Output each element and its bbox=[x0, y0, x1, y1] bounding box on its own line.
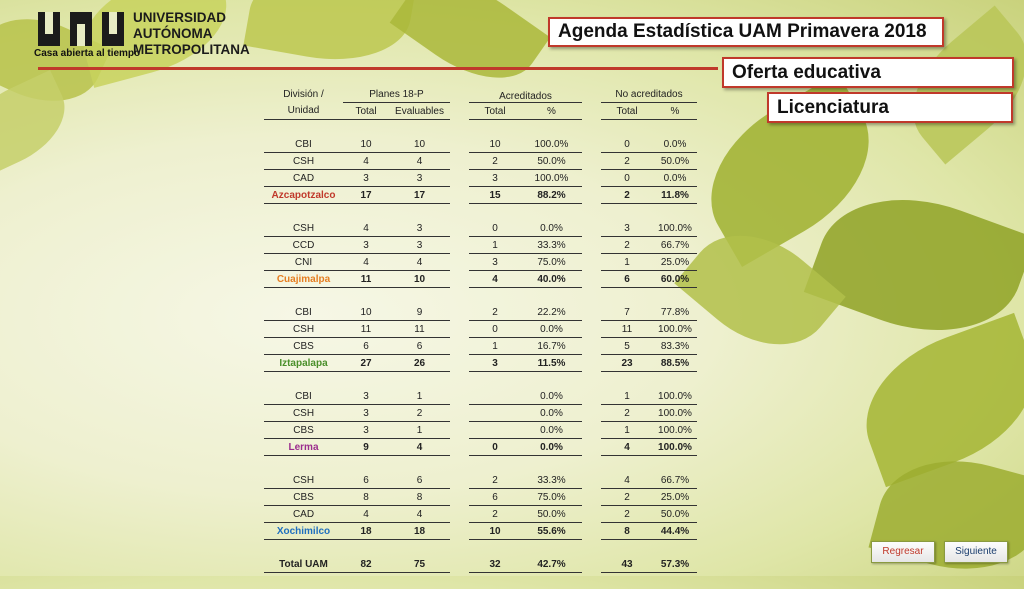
spacer-row bbox=[264, 456, 697, 473]
header-divider bbox=[38, 67, 718, 70]
table-cell: 1 bbox=[601, 422, 653, 439]
division-name: CBS bbox=[264, 489, 343, 506]
spacer-row bbox=[264, 540, 697, 557]
table-cell: 11 bbox=[389, 321, 450, 338]
table-cell: 9 bbox=[343, 439, 389, 456]
next-button[interactable]: Siguiente bbox=[944, 541, 1008, 563]
table-cell: 1 bbox=[469, 237, 521, 254]
table-cell: 33.3% bbox=[521, 237, 582, 254]
table-cell: 2 bbox=[469, 153, 521, 170]
header-planes-total: Total bbox=[343, 103, 389, 120]
division-name: CBS bbox=[264, 338, 343, 355]
table-cell: 25.0% bbox=[653, 254, 697, 271]
table-cell: 3 bbox=[343, 237, 389, 254]
table-cell bbox=[469, 422, 521, 439]
table-cell: 0.0% bbox=[653, 170, 697, 187]
table-cell: 11.5% bbox=[521, 355, 582, 372]
table-header-row bbox=[264, 86, 697, 103]
unit-name: Iztapalapa bbox=[264, 355, 343, 372]
back-button[interactable]: Regresar bbox=[871, 541, 935, 563]
table-cell: 17 bbox=[389, 187, 450, 204]
university-name-line: METROPOLITANA bbox=[133, 42, 250, 57]
table-row bbox=[264, 170, 697, 187]
table-row bbox=[264, 422, 697, 439]
table-cell: 0.0% bbox=[521, 439, 582, 456]
spacer-row bbox=[264, 372, 697, 389]
table-cell: 4 bbox=[601, 472, 653, 489]
table-cell: 2 bbox=[469, 472, 521, 489]
table-cell: 82 bbox=[343, 556, 389, 573]
table-cell: 11.8% bbox=[653, 187, 697, 204]
table-cell: 2 bbox=[601, 405, 653, 422]
spacer-row bbox=[264, 204, 697, 221]
header-acr-total: Total bbox=[469, 103, 521, 120]
uam-logo-icon bbox=[38, 12, 124, 46]
table-cell: 5 bbox=[601, 338, 653, 355]
spacer-row bbox=[264, 288, 697, 305]
university-name-line: UNIVERSIDAD bbox=[133, 10, 227, 25]
table-cell: 100.0% bbox=[653, 439, 697, 456]
division-name: CSH bbox=[264, 472, 343, 489]
table-cell: 10 bbox=[389, 271, 450, 288]
table-cell: 23 bbox=[601, 355, 653, 372]
table-cell: 88.5% bbox=[653, 355, 697, 372]
unit-total-row bbox=[264, 439, 697, 456]
table-cell: 4 bbox=[389, 506, 450, 523]
table-cell: 10 bbox=[469, 523, 521, 540]
table-cell: 100.0% bbox=[653, 405, 697, 422]
table-cell: 26 bbox=[389, 355, 450, 372]
division-name: CBI bbox=[264, 304, 343, 321]
table-subheader-row bbox=[264, 103, 697, 120]
division-name: CSH bbox=[264, 321, 343, 338]
table-cell: 2 bbox=[469, 506, 521, 523]
table-cell: 3 bbox=[389, 237, 450, 254]
table-cell: 3 bbox=[601, 220, 653, 237]
table-cell: 1 bbox=[601, 254, 653, 271]
table-cell: 42.7% bbox=[521, 556, 582, 573]
header-no-total: Total bbox=[601, 103, 653, 120]
table-cell: 10 bbox=[343, 304, 389, 321]
table-cell: 50.0% bbox=[521, 506, 582, 523]
table-row bbox=[264, 472, 697, 489]
header-planes: Planes 18-P bbox=[343, 86, 450, 103]
table-cell: 11 bbox=[343, 271, 389, 288]
section-title: Oferta educativa bbox=[722, 57, 1014, 88]
table-cell: 8 bbox=[601, 523, 653, 540]
table-cell: 2 bbox=[601, 187, 653, 204]
table-cell: 15 bbox=[469, 187, 521, 204]
table-cell bbox=[469, 405, 521, 422]
header-acr-pct: % bbox=[521, 103, 582, 120]
table-cell: 6 bbox=[601, 271, 653, 288]
table-cell: 77.8% bbox=[653, 304, 697, 321]
table-cell: 17 bbox=[343, 187, 389, 204]
table-row bbox=[264, 388, 697, 405]
table-cell: 3 bbox=[469, 170, 521, 187]
table-cell: 2 bbox=[601, 153, 653, 170]
unit-name: Azcapotzalco bbox=[264, 187, 343, 204]
table-cell: 0 bbox=[469, 321, 521, 338]
table-cell: 100.0% bbox=[521, 170, 582, 187]
division-name: CSH bbox=[264, 153, 343, 170]
table-cell: 3 bbox=[469, 254, 521, 271]
table-cell: 4 bbox=[469, 271, 521, 288]
unit-name: Lerma bbox=[264, 439, 343, 456]
table-cell: 25.0% bbox=[653, 489, 697, 506]
table-cell: 2 bbox=[389, 405, 450, 422]
uam-logo bbox=[30, 10, 250, 60]
table-cell: 1 bbox=[389, 422, 450, 439]
table-cell: 40.0% bbox=[521, 271, 582, 288]
university-name bbox=[133, 10, 250, 58]
table-cell: 9 bbox=[389, 304, 450, 321]
table-cell: 4 bbox=[389, 254, 450, 271]
unit-total-row bbox=[264, 187, 697, 204]
table-cell: 1 bbox=[389, 388, 450, 405]
table-row bbox=[264, 304, 697, 321]
table-cell: 18 bbox=[343, 523, 389, 540]
table-cell: 66.7% bbox=[653, 472, 697, 489]
table-cell: 8 bbox=[343, 489, 389, 506]
unit-name: Cuajimalpa bbox=[264, 271, 343, 288]
header-unidad: Unidad bbox=[264, 103, 343, 120]
table-cell: 1 bbox=[469, 338, 521, 355]
table-cell: 75.0% bbox=[521, 254, 582, 271]
table-cell: 27 bbox=[343, 355, 389, 372]
table-cell: 3 bbox=[343, 405, 389, 422]
division-name: CBI bbox=[264, 388, 343, 405]
table-cell: 4 bbox=[389, 153, 450, 170]
table-row bbox=[264, 237, 697, 254]
table-cell: 4 bbox=[343, 254, 389, 271]
page-title: Agenda Estadística UAM Primavera 2018 bbox=[548, 17, 944, 47]
table-row bbox=[264, 405, 697, 422]
table-cell: 60.0% bbox=[653, 271, 697, 288]
table-cell: 100.0% bbox=[653, 321, 697, 338]
table-cell: 22.2% bbox=[521, 304, 582, 321]
division-name: CAD bbox=[264, 170, 343, 187]
table-cell: 8 bbox=[389, 489, 450, 506]
level-title: Licenciatura bbox=[767, 92, 1013, 123]
table-cell: 66.7% bbox=[653, 237, 697, 254]
table-cell: 4 bbox=[601, 439, 653, 456]
table-cell: 50.0% bbox=[653, 506, 697, 523]
table-cell: 6 bbox=[343, 472, 389, 489]
table-cell: 3 bbox=[343, 422, 389, 439]
table-row bbox=[264, 254, 697, 271]
header-division: División / bbox=[283, 88, 324, 100]
table-cell: 3 bbox=[343, 388, 389, 405]
unit-total-row bbox=[264, 523, 697, 540]
division-name: CAD bbox=[264, 506, 343, 523]
header-evaluables: Evaluables bbox=[389, 103, 450, 120]
spacer-row bbox=[264, 120, 697, 137]
table-row bbox=[264, 220, 697, 237]
table-cell: 10 bbox=[389, 136, 450, 153]
unit-name: Xochimilco bbox=[264, 523, 343, 540]
table-cell: 0 bbox=[469, 220, 521, 237]
table-cell: 4 bbox=[343, 153, 389, 170]
table-row bbox=[264, 338, 697, 355]
table-cell: 57.3% bbox=[653, 556, 697, 573]
table-cell: 6 bbox=[389, 338, 450, 355]
table-row bbox=[264, 153, 697, 170]
table-cell: 2 bbox=[601, 489, 653, 506]
table-cell: 10 bbox=[469, 136, 521, 153]
table-cell: 0.0% bbox=[521, 220, 582, 237]
unit-name: Total UAM bbox=[264, 556, 343, 573]
table-cell: 0.0% bbox=[521, 422, 582, 439]
unit-total-row bbox=[264, 556, 697, 573]
table-cell: 6 bbox=[469, 489, 521, 506]
table-cell: 2 bbox=[601, 237, 653, 254]
table-cell: 43 bbox=[601, 556, 653, 573]
table-cell: 0.0% bbox=[521, 388, 582, 405]
table-cell: 16.7% bbox=[521, 338, 582, 355]
table-row bbox=[264, 489, 697, 506]
table-cell: 6 bbox=[389, 472, 450, 489]
table-cell: 0 bbox=[601, 136, 653, 153]
table-cell: 100.0% bbox=[521, 136, 582, 153]
table-row bbox=[264, 321, 697, 338]
table-cell: 33.3% bbox=[521, 472, 582, 489]
table-cell: 50.0% bbox=[521, 153, 582, 170]
unit-total-row bbox=[264, 355, 697, 372]
table-cell: 7 bbox=[601, 304, 653, 321]
table-cell: 75.0% bbox=[521, 489, 582, 506]
table-cell: 100.0% bbox=[653, 220, 697, 237]
table-cell: 3 bbox=[343, 170, 389, 187]
table-cell: 10 bbox=[343, 136, 389, 153]
table-cell: 2 bbox=[469, 304, 521, 321]
table-cell: 0 bbox=[469, 439, 521, 456]
table-row bbox=[264, 506, 697, 523]
table-cell: 100.0% bbox=[653, 422, 697, 439]
division-name: CBI bbox=[264, 136, 343, 153]
table-cell: 100.0% bbox=[653, 388, 697, 405]
table-cell: 3 bbox=[469, 355, 521, 372]
table-cell: 0 bbox=[601, 170, 653, 187]
table-cell: 0.0% bbox=[653, 136, 697, 153]
table-cell: 4 bbox=[343, 506, 389, 523]
table-cell: 32 bbox=[469, 556, 521, 573]
table-cell: 3 bbox=[389, 170, 450, 187]
university-name-line: AUTÓNOMA bbox=[133, 26, 213, 41]
table-cell: 11 bbox=[343, 321, 389, 338]
table-cell: 2 bbox=[601, 506, 653, 523]
table-cell: 3 bbox=[389, 220, 450, 237]
division-name: CSH bbox=[264, 405, 343, 422]
table-cell: 55.6% bbox=[521, 523, 582, 540]
table-cell: 4 bbox=[343, 220, 389, 237]
table-cell: 18 bbox=[389, 523, 450, 540]
table-cell: 6 bbox=[343, 338, 389, 355]
logo-tagline: Casa abierta al tiempo bbox=[34, 48, 141, 59]
division-name: CNI bbox=[264, 254, 343, 271]
table-cell: 75 bbox=[389, 556, 450, 573]
table-cell: 50.0% bbox=[653, 153, 697, 170]
table-cell: 11 bbox=[601, 321, 653, 338]
table-cell: 0.0% bbox=[521, 405, 582, 422]
division-name: CBS bbox=[264, 422, 343, 439]
table-cell bbox=[469, 388, 521, 405]
header-no-acreditados: No acreditados bbox=[601, 86, 697, 103]
table-cell: 83.3% bbox=[653, 338, 697, 355]
background-leaf bbox=[845, 313, 1024, 487]
division-name: CSH bbox=[264, 220, 343, 237]
table-cell: 44.4% bbox=[653, 523, 697, 540]
table-cell: 4 bbox=[389, 439, 450, 456]
statistics-table bbox=[264, 86, 697, 573]
division-name: CCD bbox=[264, 237, 343, 254]
unit-total-row bbox=[264, 271, 697, 288]
table-cell: 88.2% bbox=[521, 187, 582, 204]
header-no-pct: % bbox=[653, 103, 697, 120]
table-row bbox=[264, 136, 697, 153]
table-cell: 0.0% bbox=[521, 321, 582, 338]
header-acreditados: Acreditados bbox=[469, 86, 582, 103]
table-cell: 1 bbox=[601, 388, 653, 405]
background-leaf bbox=[243, 0, 416, 73]
